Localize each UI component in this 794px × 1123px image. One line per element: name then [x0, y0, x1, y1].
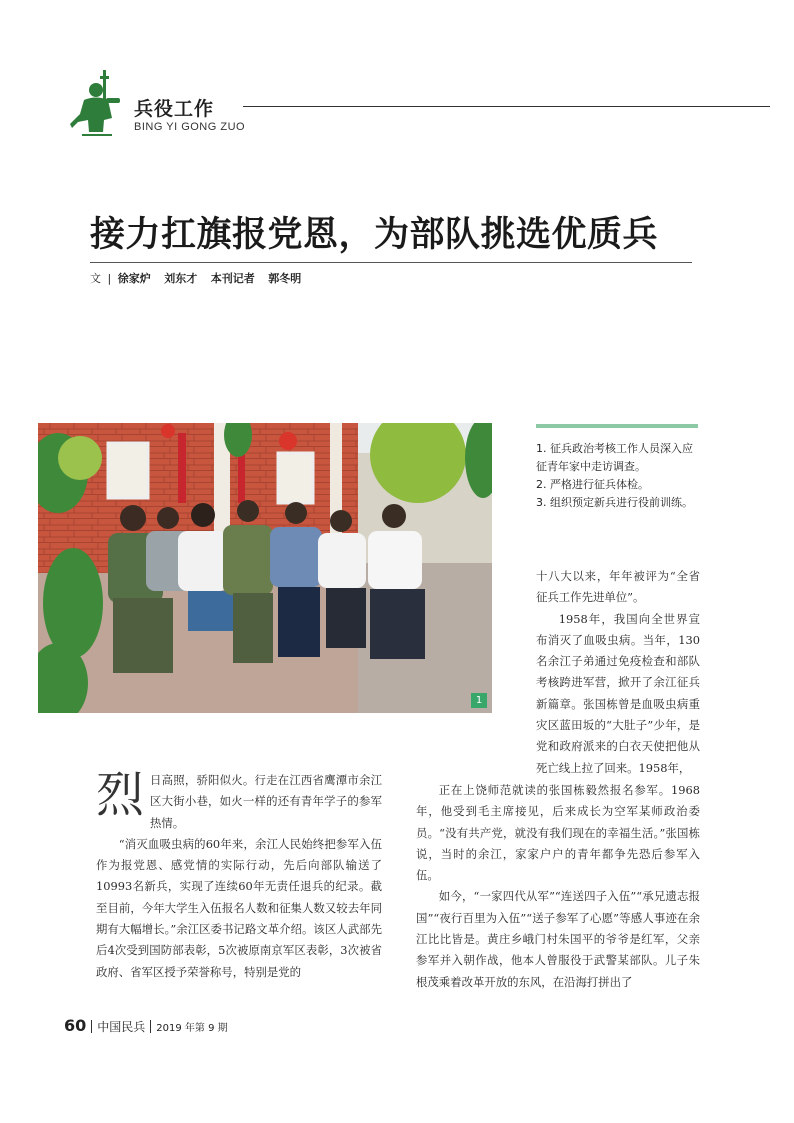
- page-number: 60: [64, 1016, 87, 1035]
- paragraph: 1958年，我国向全世界宣布消灭了血吸虫病。当年，130名余江子弟通过免疫检查和部队考核跨进军营，掀开了余江征兵新篇章。张国栋曾是血吸虫病重灾区蓝田坂的“大肚子”少年，是党和政府派来的白衣天使把他从死亡线上拉了回来。1958年，: [536, 611, 700, 775]
- byline-author: 刘东才: [164, 272, 198, 285]
- magazine-name: 中国民兵: [97, 1020, 146, 1034]
- body-column-right-upper: [536, 566, 700, 779]
- title-divider: [90, 262, 692, 263]
- issue-label: 2019 年第 9 期: [156, 1023, 228, 1034]
- article-photo: [38, 423, 492, 713]
- byline-author: 本刊记者: [210, 272, 255, 285]
- intro-text: 日高照，骄阳似火。行走在江西省鹰潭市余江区大街小巷，如火一样的还有青年学子的参军热情。: [150, 773, 382, 830]
- drop-cap: 烈: [96, 767, 145, 823]
- paragraph: “消灭血吸虫病的60年来，余江人民始终把参军入伍作为报党恩、感党情的实际行动，先后向部队输送了10993名新兵，实现了连续60年无责任退兵的纪录。截至目前，今年大学生入伍报名人数和征集人数又较去年同期有大幅增长。”余江区委书记路文革介绍。该区人武部先后4次受到国防部表彰，5次被原南京军区表彰，3次被省政府、省军区授予荣誉称号，特别是党的: [96, 836, 382, 979]
- paragraph: 正在上饶师范就读的张国栋毅然报名参军。1968年，他受到毛主席接见，后来成长为空军某师政治委员。“没有共产党，就没有我们现在的幸福生活。”张国栋说，当时的余江，家家户户的青年都争先恐后参军入伍。: [416, 783, 700, 883]
- page-footer: [64, 1016, 228, 1035]
- byline-prefix: 文: [90, 272, 101, 285]
- photo-captions: [536, 440, 716, 512]
- caption-line: 征青年家中走访调查。: [536, 460, 646, 473]
- caption-line: 2. 严格进行征兵体检。: [536, 478, 649, 491]
- paragraph: 如今，“一家四代从军”“连送四子入伍”“承兄遗志报国”“夜行百里为入伍”“送子参军了心愿”等感人事迹在余江比比皆是。黄庄乡峨门村朱国平的爷爷是红军，父亲参军并入朝作战，他本人曾服役于武警某部队。儿子朱根茂乘着改革开放的东风，在沿海打拼出了: [416, 889, 700, 989]
- section-title: 兵役工作: [134, 98, 215, 120]
- paragraph: 十八大以来，年年被评为“全省征兵工作先进单位”。: [536, 569, 700, 605]
- section-subtitle: BING YI GONG ZUO: [134, 121, 246, 133]
- intro-paragraph: [96, 767, 382, 834]
- soldier-logo-icon: [70, 70, 130, 138]
- byline-author: 徐家炉: [117, 272, 151, 285]
- caption-line: 1. 征兵政治考核工作人员深入应: [536, 442, 693, 455]
- photo-number-badge: 1: [471, 693, 487, 708]
- body-column-right-lower: [416, 780, 700, 993]
- header-divider: [243, 106, 770, 107]
- article-title: 接力扛旗报党恩，为部队挑选优质兵: [90, 215, 659, 255]
- body-column-left: [96, 767, 382, 983]
- byline-author: 郭冬明: [268, 272, 302, 285]
- caption-accent-bar: [536, 424, 698, 428]
- byline: 文 | 徐家炉 刘东才 本刊记者 郭冬明: [90, 272, 302, 285]
- caption-line: 3. 组织预定新兵进行役前训练。: [536, 496, 693, 509]
